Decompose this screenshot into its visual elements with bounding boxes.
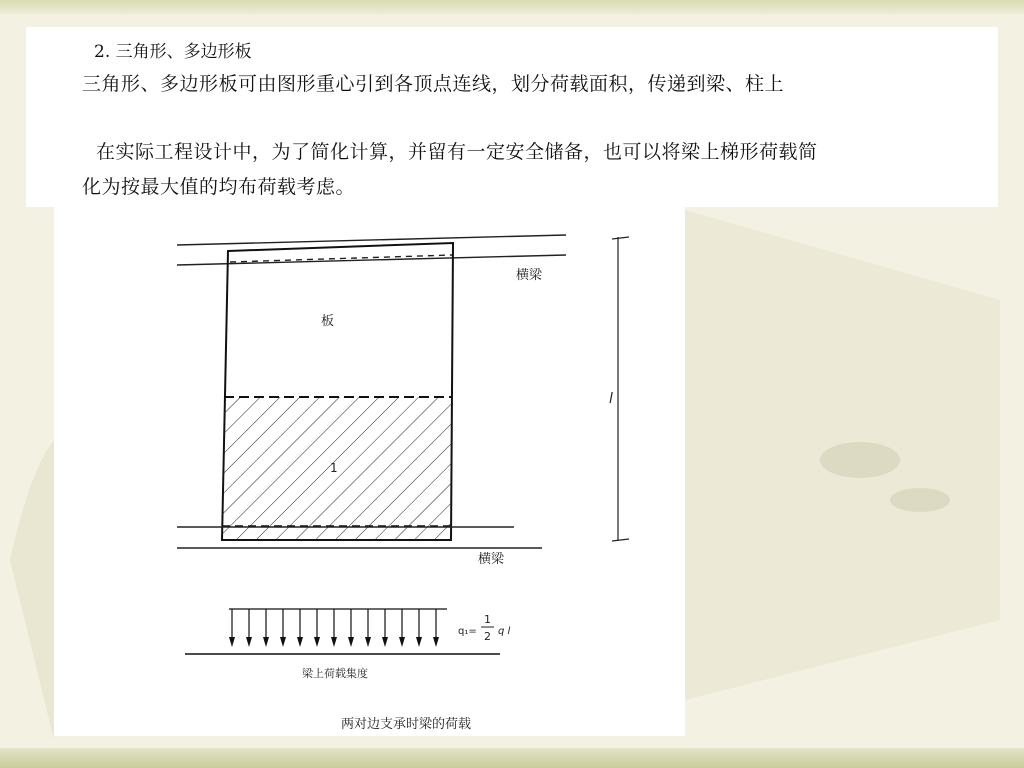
load-arrows <box>229 609 447 643</box>
top-beam-line-upper <box>177 235 566 245</box>
paragraph-two-line-two: 化为按最大值的均布荷载考虑。 <box>82 176 356 198</box>
load-value-fraction-numerator: 1 <box>484 613 491 626</box>
load-arrowhead <box>382 637 388 647</box>
load-arrowhead <box>331 637 337 647</box>
load-arrowhead <box>314 637 320 647</box>
figure-caption: 两对边支承时梁的荷载 <box>341 717 472 732</box>
top-beam-label: 横梁 <box>516 268 543 283</box>
load-arrowhead <box>263 637 269 647</box>
diagram-panel <box>54 207 685 736</box>
load-arrowhead <box>297 637 303 647</box>
load-arrowhead <box>365 637 371 647</box>
load-diagram <box>54 207 685 736</box>
load-arrowhead <box>433 637 439 647</box>
load-arrowhead <box>246 637 252 647</box>
load-arrowhead <box>416 637 422 647</box>
load-value-prefix: q₁= <box>458 626 477 637</box>
paragraph-two-line-one: 在实际工程设计中，为了简化计算，并留有一定安全储备，也可以将梁上梯形荷载简 <box>96 141 818 163</box>
span-dimension-bottom-tick <box>612 539 629 541</box>
load-area-label: 1 <box>330 461 338 475</box>
load-arrowhead <box>399 637 405 647</box>
load-arrowhead <box>229 637 235 647</box>
bottom-decorative-band <box>0 748 1024 768</box>
load-arrowhead <box>348 637 354 647</box>
slab-label: 板 <box>321 314 335 329</box>
top-beam-line-lower <box>177 255 566 265</box>
paragraph-one: 三角形、多边形板可由图形重心引到各顶点连线，划分荷载面积，传递到梁、柱上 <box>82 73 785 95</box>
load-arrowhead <box>280 637 286 647</box>
bottom-beam-label: 横梁 <box>478 552 505 567</box>
text-panel <box>26 27 998 207</box>
section-heading: 2. 三角形、多边形板 <box>94 42 252 62</box>
span-dimension-top-tick <box>612 237 629 239</box>
load-arrowheads <box>229 637 439 647</box>
load-caption: 梁上荷载集度 <box>302 667 368 680</box>
load-value-fraction-denominator: 2 <box>484 630 491 643</box>
load-value-suffix: q l <box>498 626 511 637</box>
span-label: l <box>609 391 613 407</box>
